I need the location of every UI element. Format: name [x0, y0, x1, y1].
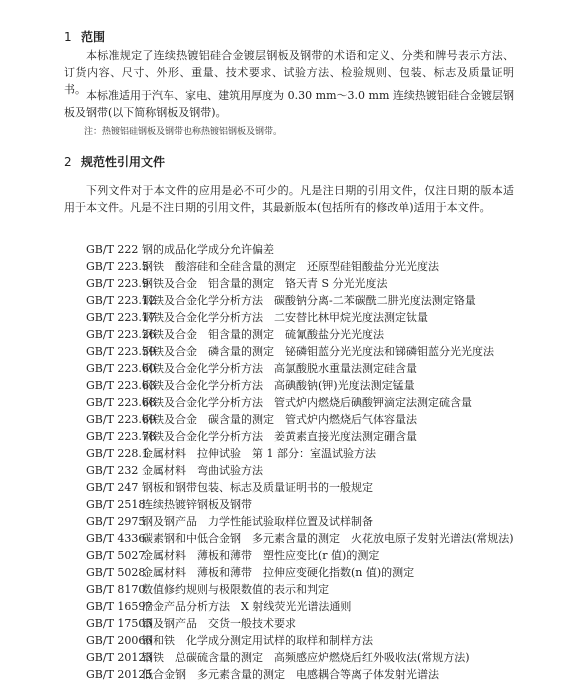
list-item [86, 581, 514, 598]
reference-title: 钢铁及合金 铝含量的测定 铬天青 S 分光光度法 [142, 277, 388, 290]
reference-title: 金属材料 拉伸试验 第 1 部分：室温试验方法 [142, 447, 376, 460]
reference-title: 数值修约规则与极限数值的表示和判定 [142, 583, 329, 596]
reference-title: 钢铁及合金化学分析方法 高碘酸钠(钾)光度法测定锰量 [142, 379, 415, 392]
list-item [86, 258, 514, 275]
list-item [86, 241, 514, 258]
reference-title: 低合金钢 多元素含量的测定 电感耦合等离子体发射光谱法 [142, 668, 439, 681]
reference-title: 钢铁及合金 钼含量的测定 硫氰酸盐分光光度法 [142, 328, 384, 341]
reference-code: GB/T 247 [86, 481, 139, 494]
reference-code: GB/T 17505 [86, 617, 153, 630]
list-item [86, 377, 514, 394]
reference-title: 钢铁及合金 碳含量的测定 管式炉内燃烧后气体容量法 [142, 413, 417, 426]
scope-paragraph-1: 本标准规定了连续热镀铝硅合金镀层钢板及钢带的术语和定义、分类和牌号表示方法、订货内容、尺寸、外形、重量、技术要求、试验方法、检验规则、包装、标志及质量证明书。 [64, 49, 514, 96]
reference-code: GB/T 223.17 [86, 311, 156, 324]
reference-code: GB/T 16597 [86, 600, 153, 613]
reference-code: GB/T 223.12 [86, 294, 156, 307]
list-item [86, 513, 514, 530]
reference-title: 钢铁及合金化学分析方法 管式炉内燃烧后碘酸钾滴定法测定硫含量 [142, 396, 472, 409]
reference-title: 金属材料 薄板和薄带 拉伸应变硬化指数(n 值)的测定 [142, 566, 415, 579]
list-item [86, 428, 514, 445]
reference-code: GB/T 5027 [86, 549, 146, 562]
list-item [86, 649, 514, 666]
list-item [86, 360, 514, 377]
reference-code: GB/T 223.9 [86, 277, 149, 290]
reference-title: 钢铁及合金化学分析方法 二安替比林甲烷光度法测定钛量 [142, 311, 428, 324]
section-1-title: 范围 [81, 30, 106, 44]
reference-title: 连续热镀锌钢板及钢带 [142, 498, 252, 511]
list-item [86, 275, 514, 292]
reference-title: 碳素钢和中低合金钢 多元素含量的测定 火花放电原子发射光谱法(常规法) [142, 532, 514, 545]
reference-title: 钢和铁 化学成分测定用试样的取样和制样方法 [142, 634, 373, 647]
list-item [86, 343, 514, 360]
reference-title: 钢及钢产品 力学性能试验取样位置及试样制备 [142, 515, 373, 528]
reference-title: 金属材料 弯曲试验方法 [142, 464, 263, 477]
list-item [86, 632, 514, 649]
reference-title: 钢铁及合金化学分析方法 碳酸钠分离-二苯碳酰二肼光度法测定铬量 [142, 294, 476, 307]
list-item [86, 496, 514, 513]
reference-title: 钢铁及合金化学分析方法 高氯酸脱水重量法测定硅含量 [142, 362, 417, 375]
reference-code: GB/T 223.78 [86, 430, 156, 443]
list-item [86, 530, 514, 547]
list-item [86, 615, 514, 632]
list-item [86, 445, 514, 462]
list-item [86, 326, 514, 343]
reference-title: 钢及钢产品 交货一般技术要求 [142, 617, 296, 630]
reference-code: GB/T 222 [86, 243, 139, 256]
reference-code: GB/T 20066 [86, 634, 153, 647]
reference-code: GB/T 223.60 [86, 362, 156, 375]
list-item [86, 411, 514, 428]
list-item [86, 479, 514, 496]
list-item [86, 394, 514, 411]
reference-title: 钢铁 酸溶硅和全硅含量的测定 还原型硅钼酸盐分光光度法 [142, 260, 439, 273]
reference-code: GB/T 223.63 [86, 379, 156, 392]
reference-code: GB/T 8170 [86, 583, 146, 596]
reference-title: 钢的成品化学成分允许偏差 [142, 243, 274, 256]
scope-note: 注：热镀铝硅钢板及钢带也称热镀铝钢板及钢带。 [84, 127, 283, 137]
list-item [86, 292, 514, 309]
reference-code: GB/T 223.68 [86, 396, 156, 409]
reference-title: 冶金产品分析方法 X 射线荧光光谱法通则 [142, 600, 352, 613]
reference-code: GB/T 223.69 [86, 413, 156, 426]
section-1-number: 1 [64, 30, 72, 44]
list-item [86, 564, 514, 581]
section-2-title: 规范性引用文件 [81, 155, 166, 169]
scope-paragraph-2: 本标准适用于汽车、家电、建筑用厚度为 0.30 mm～3.0 mm 连续热镀铝硅合金镀层钢板及钢带(以下简称钢板及钢带)。 [64, 89, 514, 119]
reference-list [86, 241, 514, 683]
section-1-heading [64, 28, 105, 45]
section-2-number: 2 [64, 155, 72, 169]
reference-title: 金属材料 薄板和薄带 塑性应变比(r 值)的测定 [142, 549, 380, 562]
reference-title: 钢铁 总碳硫含量的测定 高频感应炉燃烧后红外吸收法(常规方法) [142, 651, 470, 664]
reference-code: GB/T 5028 [86, 566, 146, 579]
list-item [86, 666, 514, 683]
reference-code: GB/T 2518 [86, 498, 146, 511]
references-intro: 下列文件对于本文件的应用是必不可少的。凡是注日期的引用文件，仅注日期的版本适用于本文件。凡是不注日期的引用文件，其最新版本(包括所有的修改单)适用于本文件。 [64, 184, 514, 214]
reference-code: GB/T 4336 [86, 532, 146, 545]
reference-code: GB/T 223.59 [86, 345, 156, 358]
list-item [86, 547, 514, 564]
reference-code: GB/T 20125 [86, 668, 153, 681]
list-item [86, 309, 514, 326]
reference-code: GB/T 232 [86, 464, 139, 477]
reference-code: GB/T 2975 [86, 515, 146, 528]
section-2-heading [64, 153, 165, 170]
reference-title: 钢铁及合金化学分析方法 姜黄素直接光度法测定硼含量 [142, 430, 417, 443]
reference-code: GB/T 223.26 [86, 328, 156, 341]
list-item [86, 462, 514, 479]
reference-code: GB/T 20123 [86, 651, 153, 664]
reference-title: 钢板和钢带包装、标志及质量证明书的一般规定 [142, 481, 373, 494]
reference-code: GB/T 228.1 [86, 447, 149, 460]
reference-title: 钢铁及合金 磷含量的测定 铋磷钼蓝分光光度法和锑磷钼蓝分光光度法 [142, 345, 494, 358]
reference-code: GB/T 223.5 [86, 260, 149, 273]
list-item [86, 598, 514, 615]
